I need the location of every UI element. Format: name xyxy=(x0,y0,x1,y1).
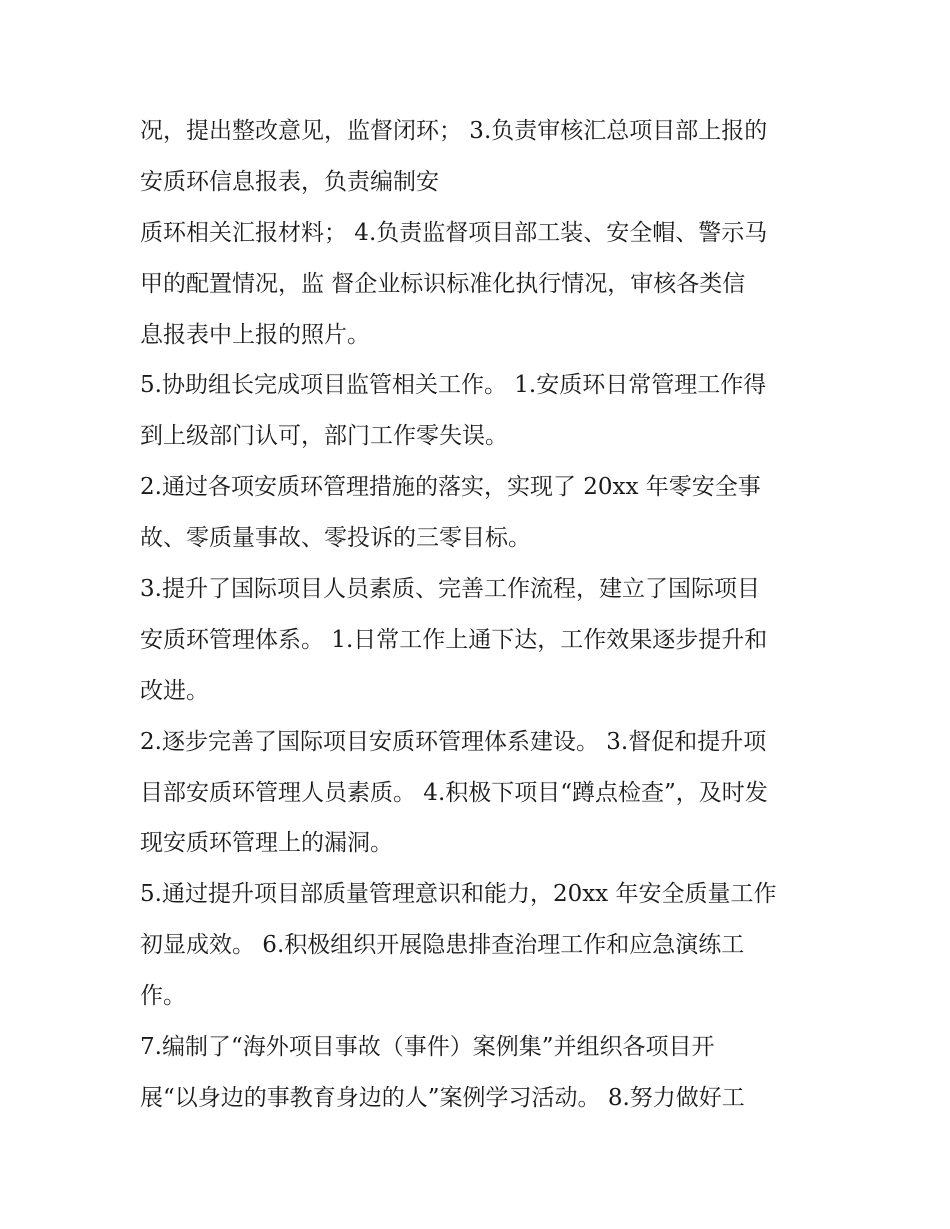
text-line: 5.通过提升项目部质量管理意识和能力，20xx 年安全质量工作 xyxy=(140,881,777,908)
text-line: 目部安质环管理人员素质。 4.积极下项目“蹲点检查”，及时发 xyxy=(140,779,768,806)
text-line: 故、零质量事故、零投诉的三零目标。 xyxy=(140,525,531,552)
text-line: 作。 xyxy=(140,983,186,1010)
text-line: 2.逐步完善了国际项目安质环管理体系建设。 3.督促和提升项 xyxy=(140,728,767,755)
text-line: 安质环管理体系。 1.日常工作上通下达，工作效果逐步提升和 xyxy=(140,626,768,653)
text-line: 改进。 xyxy=(140,677,209,704)
text-line: 5.协助组长完成项目监管相关工作。 1.安质环日常管理工作得 xyxy=(140,372,767,399)
body-text xyxy=(140,106,820,1124)
text-line: 现安质环管理上的漏洞。 xyxy=(140,830,393,857)
text-line: 息报表中上报的照片。 xyxy=(140,321,370,348)
text-line: 况，提出整改意见，监督闭环； 3.负责审核汇总项目部上报的 xyxy=(140,118,768,144)
text-line: 安质环信息报表，负责编制安 xyxy=(140,168,439,195)
text-line: 3.提升了国际项目人员素质、完善工作流程，建立了国际项目 xyxy=(140,576,760,603)
text-line: 到上级部门认可，部门工作零失误。 xyxy=(140,423,508,450)
text-line: 展“以身边的事教育身边的人”案例学习活动。 8.努力做好工 xyxy=(140,1084,745,1111)
text-line: 甲的配置情况，监 督企业标识标准化执行情况，审核各类信 xyxy=(140,270,746,297)
text-line: 2.通过各项安质环管理措施的落实，实现了 20xx 年零安全事 xyxy=(140,474,761,501)
text-line: 质环相关汇报材料； 4.负责监督项目部工装、安全帽、警示马 xyxy=(140,219,768,246)
text-line: 7.编制了“海外项目事故（事件）案例集”并组织各项目开 xyxy=(140,1034,715,1061)
text-line: 初显成效。 6.积极组织开展隐患排查治理工作和应急演练工 xyxy=(140,932,745,959)
